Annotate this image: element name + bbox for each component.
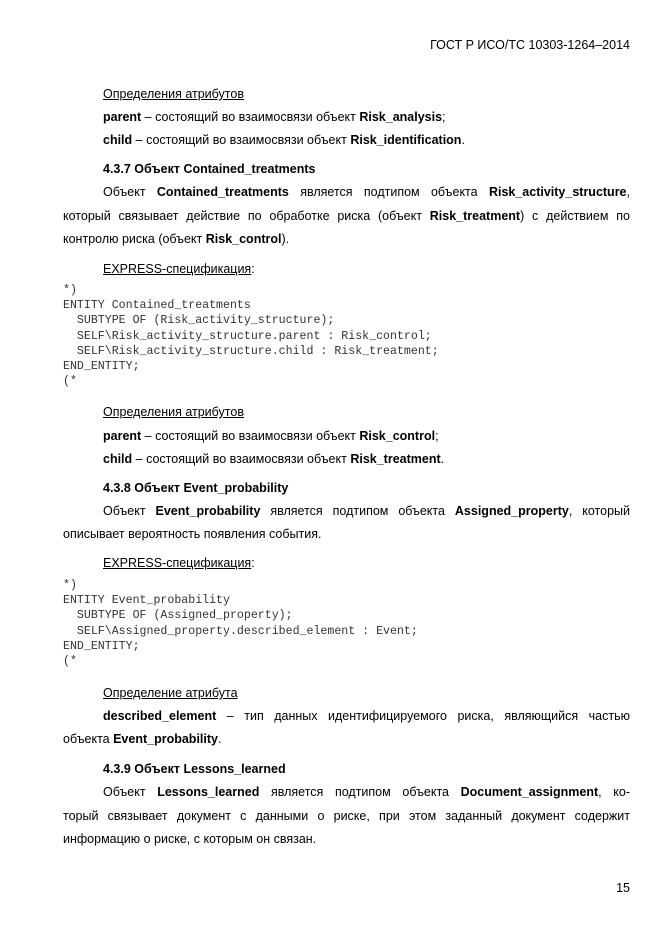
paragraph-line: Объект Contained_treatments является подтипом объекта Risk_activity_structure,: [103, 185, 630, 199]
section-heading-4-3-9: 4.3.9 Объект Lessons_learned: [103, 762, 286, 776]
express-code-block: *) ENTITY Contained_treatments SUBTYPE OF (Risk_activity_structure); SELF\Risk_activity_structure.parent : Risk_control; SELF\Risk_activity_structure.child : Risk_treatment; END_ENTITY; (*: [63, 284, 439, 389]
section-heading-4-3-8: 4.3.8 Объект Event_probability: [103, 481, 289, 495]
attr-definition-heading: Определение атрибута: [103, 686, 238, 700]
express-code-block: *) ENTITY Event_probability SUBTYPE OF (Assigned_property); SELF\Assigned_property.described_element : Event; END_ENTITY; (*: [63, 579, 418, 669]
attr-child-definition: child – состоящий во взаимосвязи объект Risk_identification.: [103, 133, 465, 147]
attr-described-element-definition: described_element – тип данных идентифицируемого риска, являющийся частью: [103, 709, 630, 723]
attr-parent-definition: parent – состоящий во взаимосвязи объект Risk_analysis;: [103, 110, 446, 124]
attr-definitions-heading: Определения атрибутов: [103, 87, 244, 101]
attr-child-definition: child – состоящий во взаимосвязи объект Risk_treatment.: [103, 452, 445, 466]
paragraph-line: информацию о риске, с которым он связан.: [63, 832, 317, 846]
express-spec-label: EXPRESS-спецификация:: [103, 262, 255, 276]
page-header: ГОСТ Р ИСО/ТС 10303-1264–2014: [430, 38, 630, 52]
paragraph-line: который связывает действие по обработке риска (объект Risk_treatment) с действием по: [63, 209, 630, 223]
paragraph-line: описывает вероятность появления события.: [63, 527, 322, 541]
paragraph-line: объекта Event_probability.: [63, 732, 222, 746]
paragraph-line: Объект Lessons_learned является подтипом объекта Document_assignment, ко-: [103, 785, 630, 799]
section-heading-4-3-7: 4.3.7 Объект Contained_treatments: [103, 162, 316, 176]
express-spec-label: EXPRESS-спецификация:: [103, 556, 255, 570]
paragraph-line: Объект Event_probability является подтипом объекта Assigned_property, который: [103, 504, 630, 518]
paragraph-line: контролю риска (объект Risk_control).: [63, 232, 290, 246]
paragraph-line: торый связывает документ с данными о риске, при этом заданный документ содержит: [63, 809, 630, 823]
page-number: 15: [616, 881, 630, 895]
attr-parent-definition: parent – состоящий во взаимосвязи объект Risk_control;: [103, 429, 439, 443]
attr-definitions-heading: Определения атрибутов: [103, 405, 244, 419]
